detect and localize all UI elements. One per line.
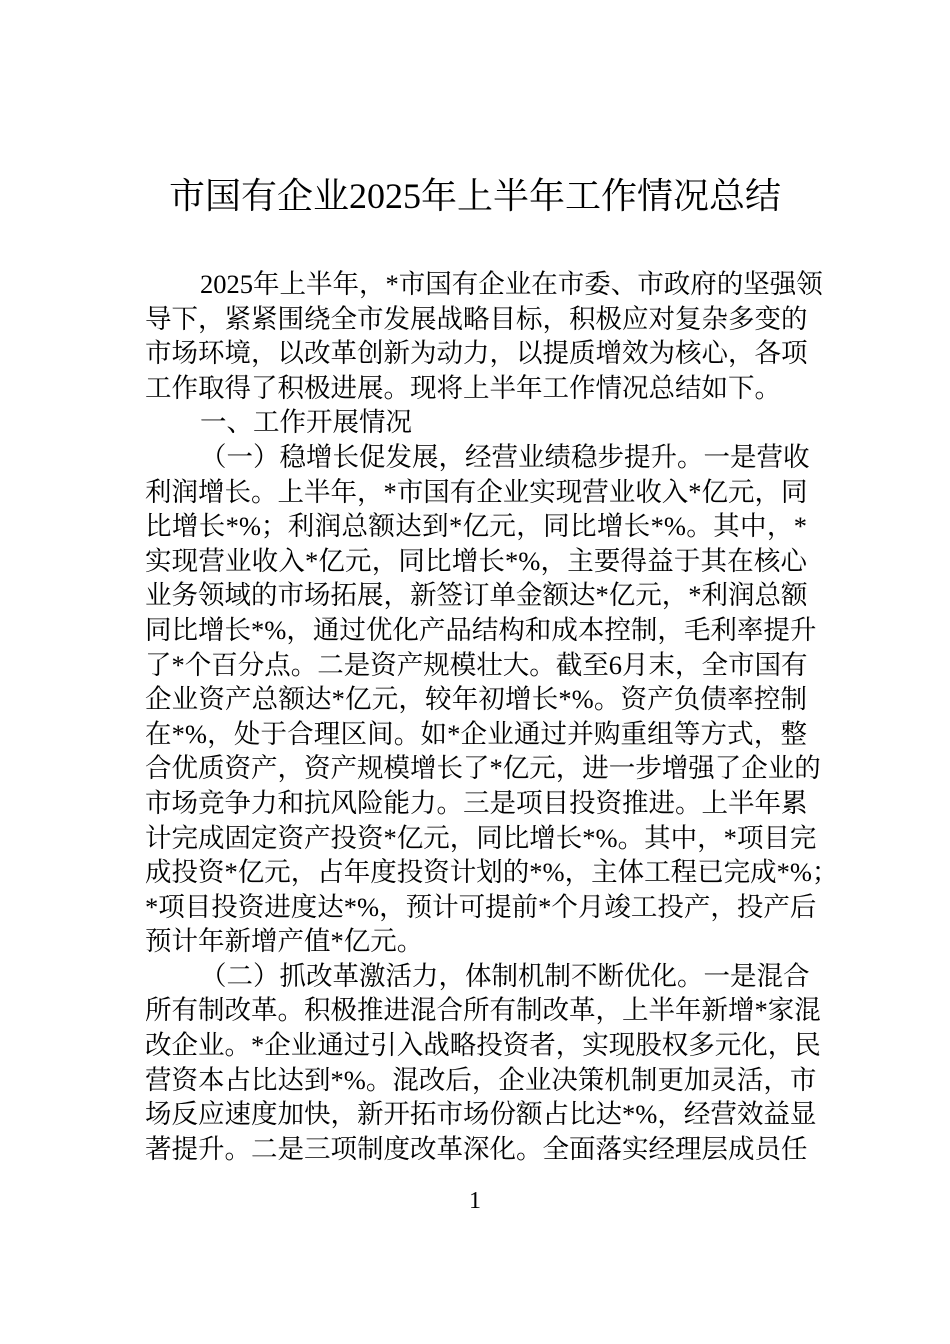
text-line: 在*%，处于合理区间。如*企业通过并购重组等方式，整 — [145, 718, 807, 749]
page-number: 1 — [469, 1188, 481, 1214]
text-line: 所有制改革。积极推进混合所有制改革，上半年新增*家混 — [145, 995, 821, 1026]
document-title: 市国有企业2025年上半年工作情况总结 — [168, 176, 781, 216]
text-line: 工作取得了积极进展。现将上半年工作情况总结如下。 — [145, 372, 781, 403]
text-line: 营资本占比达到*%。混改后，企业决策机制更加灵活，市 — [145, 1064, 817, 1095]
document-body — [145, 267, 839, 1166]
text-line: 计完成固定资产投资*亿元，同比增长*%。其中，*项目完 — [145, 822, 817, 853]
text-line: 业务领域的市场拓展，新签订单金额达*亿元，*利润总额 — [145, 580, 808, 611]
text-line: 市场竞争力和抗风险能力。三是项目投资推进。上半年累 — [145, 787, 808, 818]
text-line: 比增长*%；利润总额达到*亿元，同比增长*%。其中，* — [145, 511, 807, 542]
text-line: 企业资产总额达*亿元，较年初增长*%。资产负债率控制 — [145, 684, 807, 715]
text-line: 了*个百分点。二是资产规模壮大。截至6月末，全市国有 — [145, 649, 808, 680]
text-line: 利润增长。上半年，*市国有企业实现营业收入*亿元，同 — [145, 476, 808, 507]
text-line: （二）抓改革激活力，体制机制不断优化。一是混合 — [200, 960, 810, 991]
text-line: 著提升。二是三项制度改革深化。全面落实经理层成员任 — [145, 1133, 808, 1164]
text-line: 合优质资产，资产规模增长了*亿元，进一步增强了企业的 — [145, 753, 821, 784]
text-line: 2025年上半年，*市国有企业在市委、市政府的坚强领 — [200, 269, 823, 299]
text-line: 改企业。*企业通过引入战略投资者，实现股权多元化，民 — [145, 1030, 821, 1061]
text-line: 场反应速度加快，新开拓市场份额占比达*%，经营效益显 — [145, 1099, 817, 1130]
text-line: 一、工作开展情况 — [200, 407, 412, 438]
text-line: 成投资*亿元，占年度投资计划的*%，主体工程已完成*%； — [145, 857, 839, 888]
text-line: 市场环境，以改革创新为动力，以提质增效为核心，各项 — [145, 338, 808, 369]
text-line: （一）稳增长促发展，经营业绩稳步提升。一是营收 — [200, 441, 810, 472]
text-line: 导下，紧紧围绕全市发展战略目标，积极应对复杂多变的 — [145, 303, 808, 334]
text-line: 同比增长*%，通过优化产品结构和成本控制，毛利率提升 — [145, 614, 817, 645]
text-line: 预计年新增产值*亿元。 — [145, 926, 424, 957]
text-line: 实现营业收入*亿元，同比增长*%，主要得益于其在核心 — [145, 545, 807, 576]
text-line: *项目投资进度达*%，预计可提前*个月竣工投产，投产后 — [145, 891, 817, 922]
